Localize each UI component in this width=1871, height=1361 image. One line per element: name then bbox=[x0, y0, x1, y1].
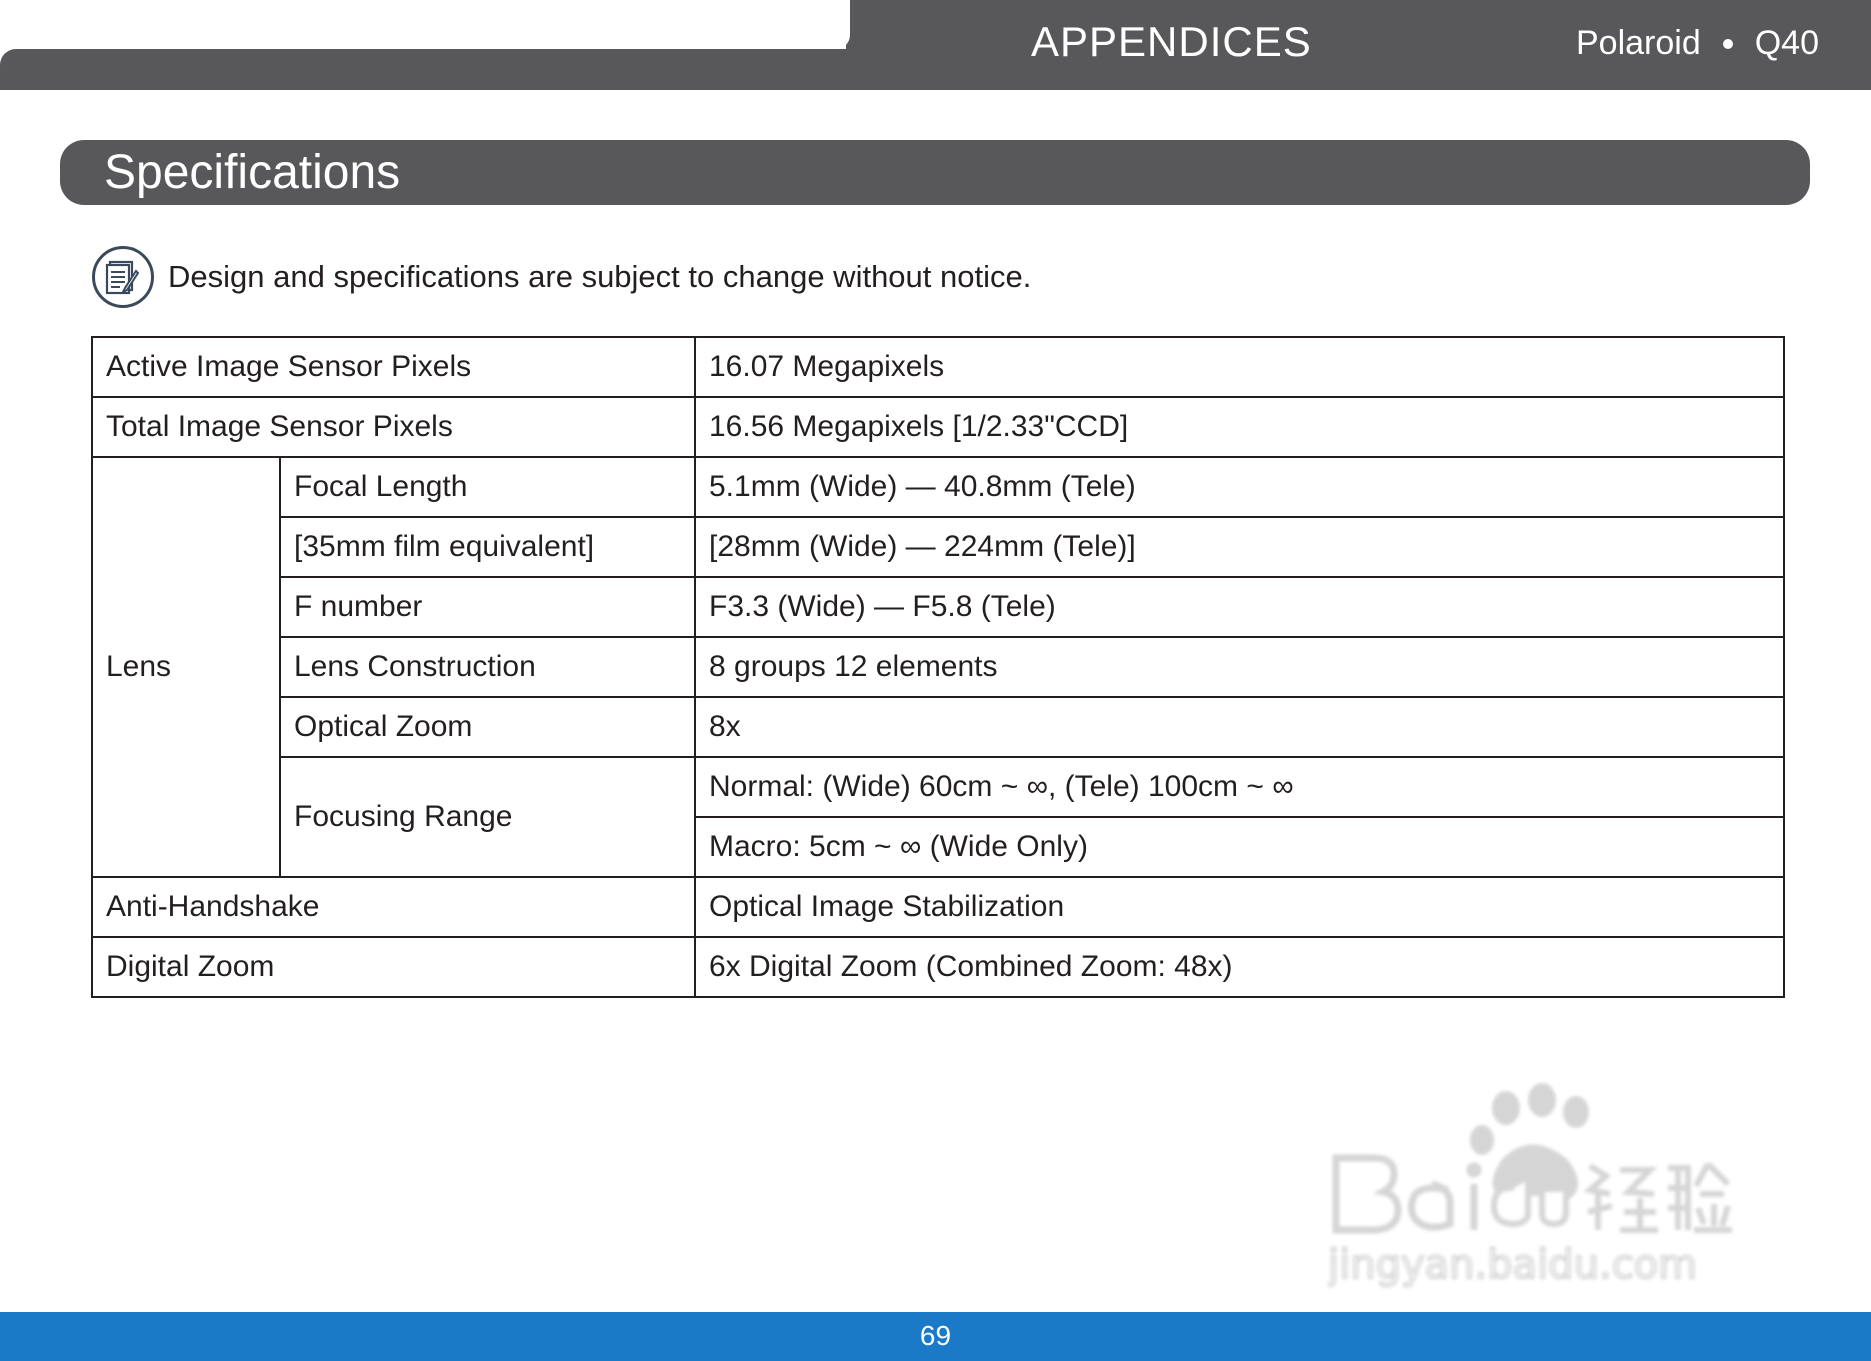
bullet-dot bbox=[1723, 39, 1733, 49]
header-brand bbox=[1576, 24, 1819, 63]
table-row bbox=[92, 757, 1784, 817]
table-row bbox=[92, 397, 1784, 457]
brand-name: Polaroid bbox=[1575, 24, 1701, 62]
page-number: 69 bbox=[919, 1320, 952, 1351]
table-row bbox=[92, 937, 1784, 997]
spec-label: [35mm film equivalent] bbox=[280, 517, 695, 577]
spec-label: Digital Zoom bbox=[92, 937, 695, 997]
spec-group-label: Lens bbox=[92, 457, 280, 877]
spec-value: Macro: 5cm ~ ∞ (Wide Only) bbox=[695, 817, 1784, 877]
spec-label: Optical Zoom bbox=[280, 697, 695, 757]
page-header bbox=[0, 0, 1871, 90]
section-bar bbox=[60, 140, 1810, 205]
spec-value: 16.56 Megapixels [1/2.33"CCD] bbox=[695, 397, 1784, 457]
spec-value: 6x Digital Zoom (Combined Zoom: 48x) bbox=[695, 937, 1784, 997]
spec-label: Focusing Range bbox=[280, 757, 695, 877]
spec-label: Anti-Handshake bbox=[92, 877, 695, 937]
header-title: APPENDICES bbox=[1031, 18, 1312, 65]
spec-value: F3.3 (Wide) — F5.8 (Tele) bbox=[695, 577, 1784, 637]
table-row bbox=[92, 637, 1784, 697]
table-row bbox=[92, 517, 1784, 577]
spec-table bbox=[91, 336, 1785, 998]
spec-label: Active Image Sensor Pixels bbox=[92, 337, 695, 397]
watermark-url: jingyan.baidu.com bbox=[1328, 1242, 1698, 1288]
page-footer bbox=[0, 1312, 1871, 1361]
table-row bbox=[92, 697, 1784, 757]
note-icon bbox=[92, 246, 154, 308]
model-name: Q40 bbox=[1754, 24, 1819, 62]
spec-value: 8x bbox=[695, 697, 1784, 757]
spec-value: 16.07 Megapixels bbox=[695, 337, 1784, 397]
spec-value: Normal: (Wide) 60cm ~ ∞, (Tele) 100cm ~ ∞ bbox=[695, 757, 1784, 817]
spec-value: Optical Image Stabilization bbox=[695, 877, 1784, 937]
spec-label: Total Image Sensor Pixels bbox=[92, 397, 695, 457]
section-title: Specifications bbox=[104, 146, 401, 199]
spec-value: 5.1mm (Wide) — 40.8mm (Tele) bbox=[695, 457, 1784, 517]
note-text: Design and specifications are subject to change without notice. bbox=[168, 259, 1032, 294]
baidu-watermark bbox=[1328, 1080, 1768, 1290]
note bbox=[92, 245, 1031, 309]
table-row bbox=[92, 577, 1784, 637]
spec-value: 8 groups 12 elements bbox=[695, 637, 1784, 697]
table-row bbox=[92, 877, 1784, 937]
spec-value: [28mm (Wide) — 224mm (Tele)] bbox=[695, 517, 1784, 577]
spec-label: Focal Length bbox=[280, 457, 695, 517]
spec-label: F number bbox=[280, 577, 695, 637]
spec-label: Lens Construction bbox=[280, 637, 695, 697]
table-row bbox=[92, 457, 1784, 517]
table-row bbox=[92, 337, 1784, 397]
